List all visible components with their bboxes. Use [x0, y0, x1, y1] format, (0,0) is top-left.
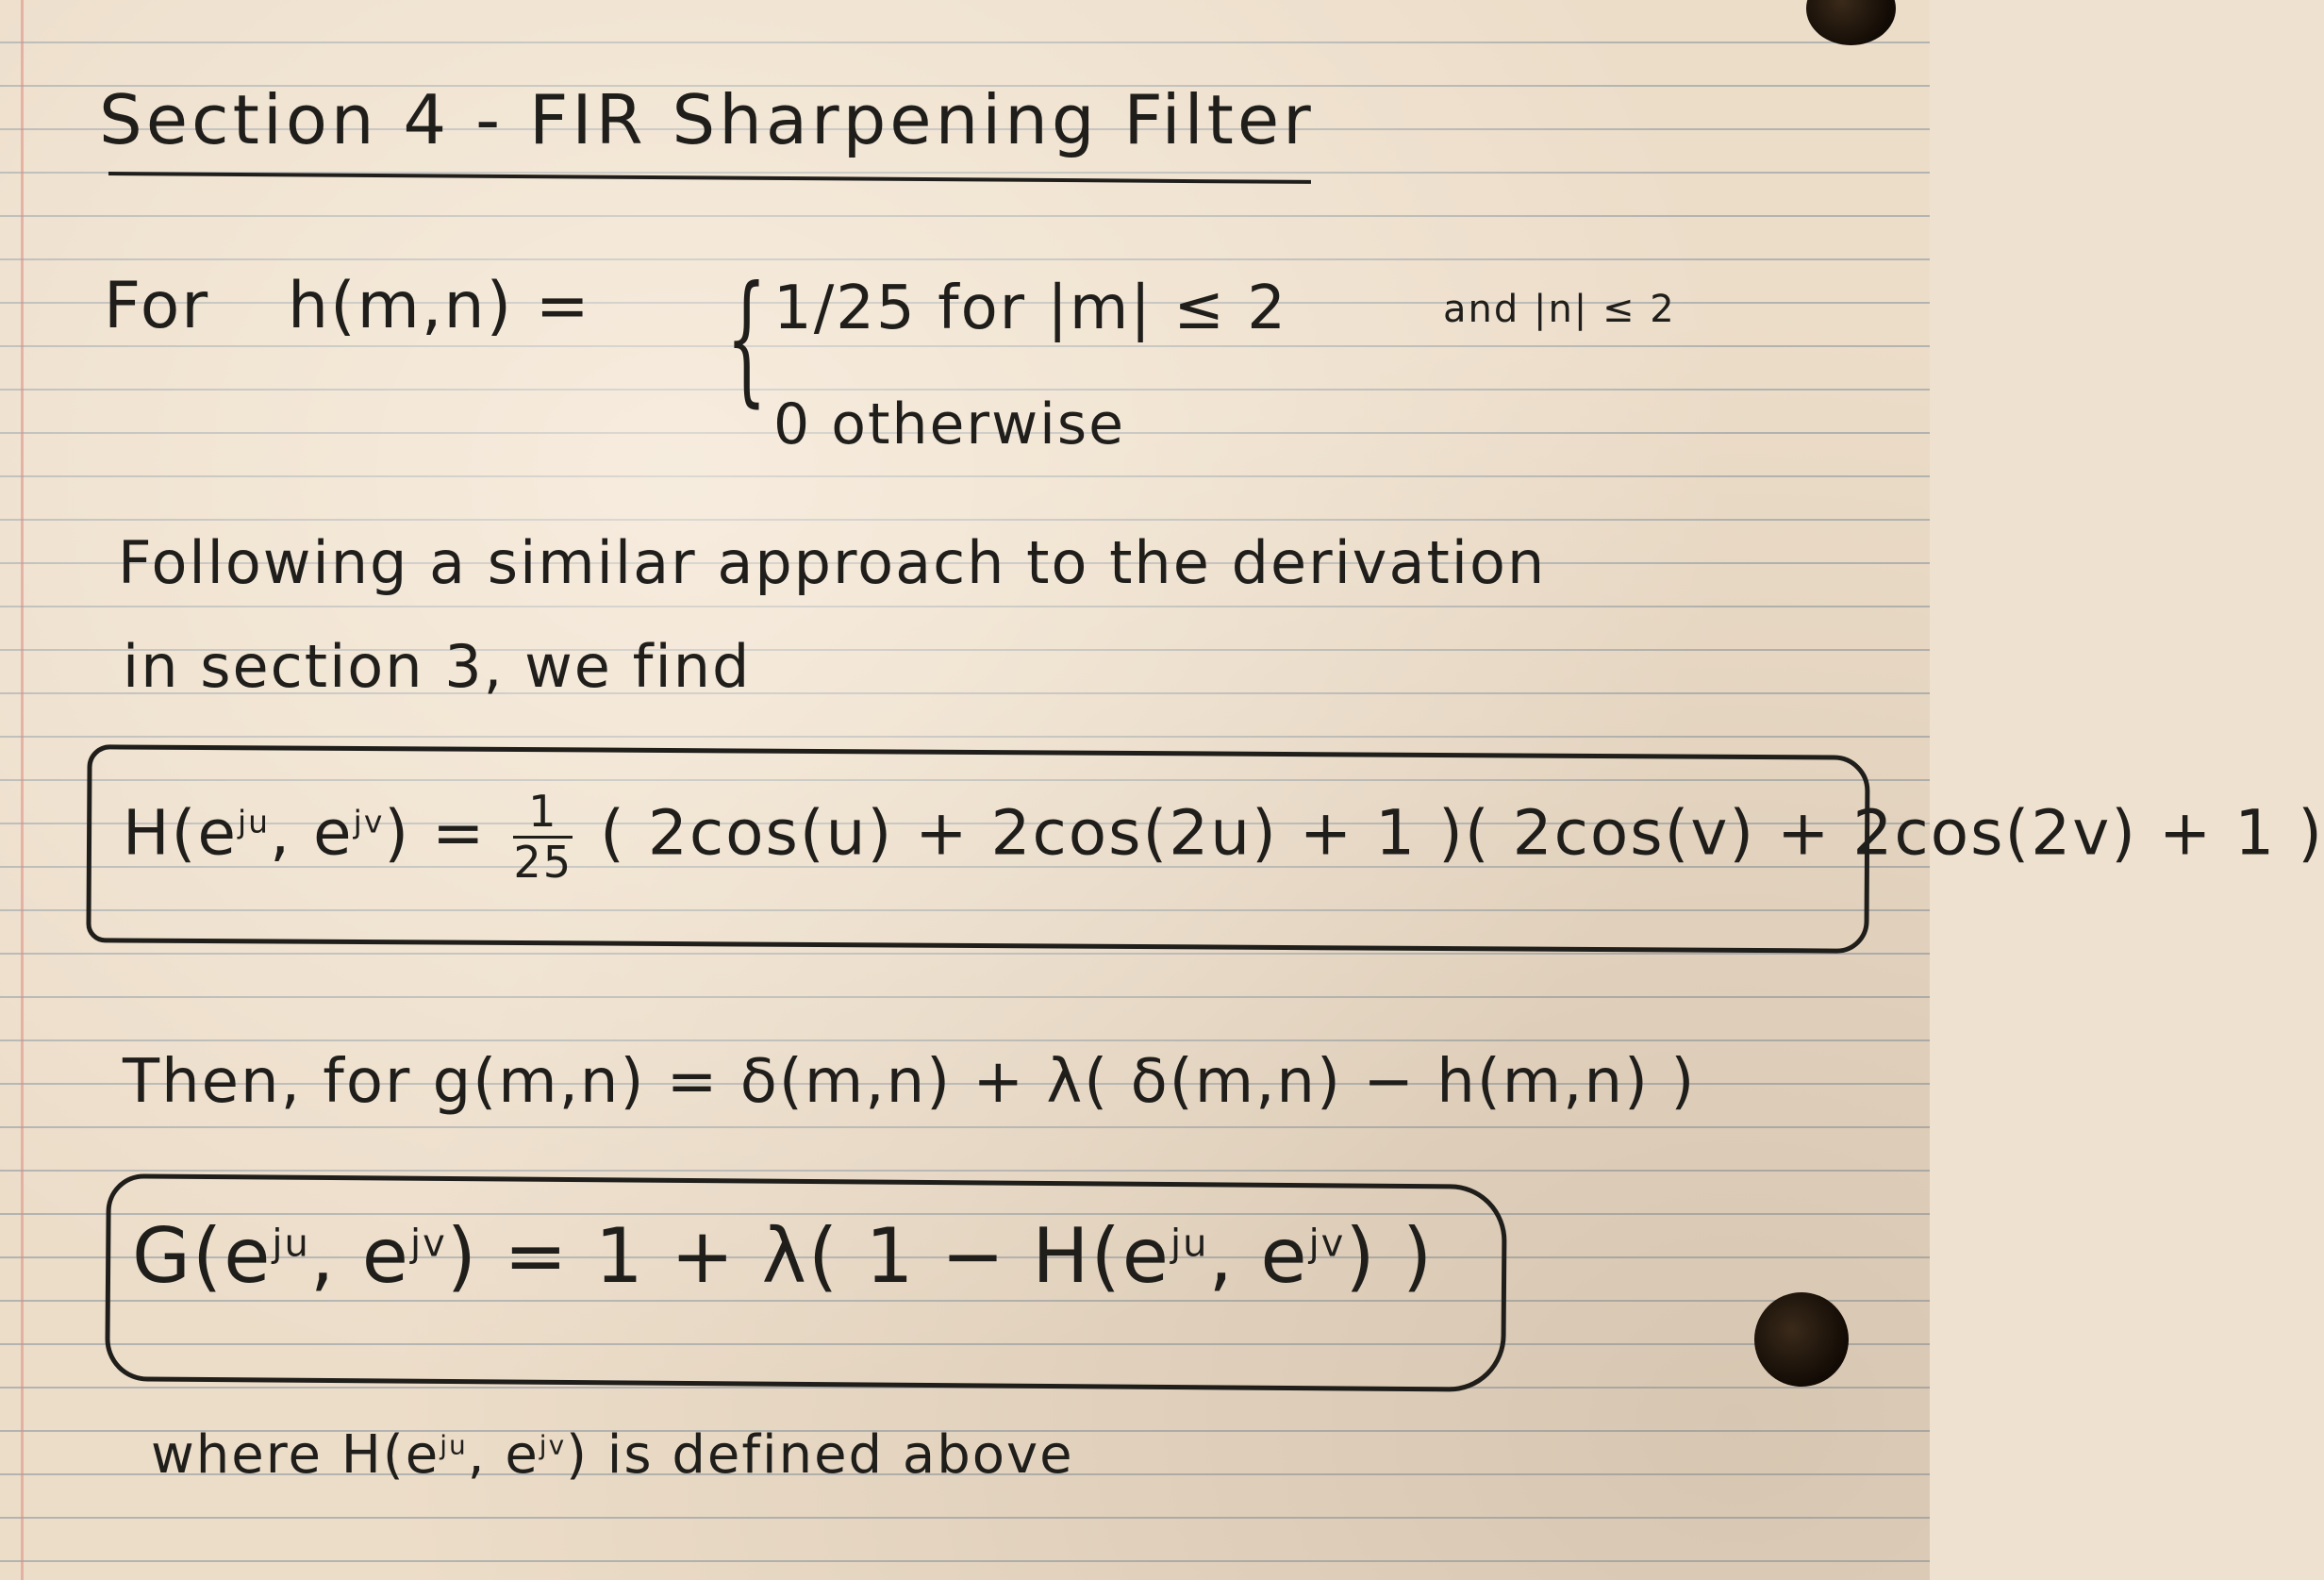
piecewise-case-2: 0 otherwise: [773, 391, 1126, 457]
piecewise-case-1-condition: and |n| ≤ 2: [1443, 288, 1676, 331]
paragraph-line-1: Following a similar approach to the derivation: [118, 528, 1547, 597]
then-line: Then, for g(m,n) = δ(m,n) + λ( δ(m,n) − h(m,n) ): [123, 1047, 1697, 1117]
footnote-where: where $H(e^{ju}$, $e^{jv}$) is defined above: [151, 1424, 1074, 1486]
for-label: For: [104, 269, 210, 343]
equation-G-frequency-response: $G(e^{ju}$, $e^{jv}) = 1 + \lambda$( $1 - H(e^{ju}$, $e^{jv}$) ): [132, 1212, 1435, 1300]
page-title: Section 4 - FIR Sharpening Filter: [99, 80, 1315, 159]
piecewise-brace: {: [726, 257, 768, 421]
margin-line: [21, 0, 24, 1580]
binder-hole-middle: [1754, 1292, 1849, 1387]
paragraph-line-2: in section 3, we find: [123, 632, 752, 701]
fraction-one-over-25: $\frac{1}{25}$: [513, 786, 573, 888]
equation-H-frequency-response: $H(e^{ju}$, $e^{jv}$) = $\frac{1}{25}$ ( 2cos(u) + 2cos(2u) + 1 )( 2cos(v) + 2cos(2v) + 1 ): [123, 786, 2324, 888]
piecewise-case-1: 1/25 for |m| ≤ 2: [773, 274, 1287, 343]
h-definition-lhs: h(m,n) =: [288, 269, 591, 343]
